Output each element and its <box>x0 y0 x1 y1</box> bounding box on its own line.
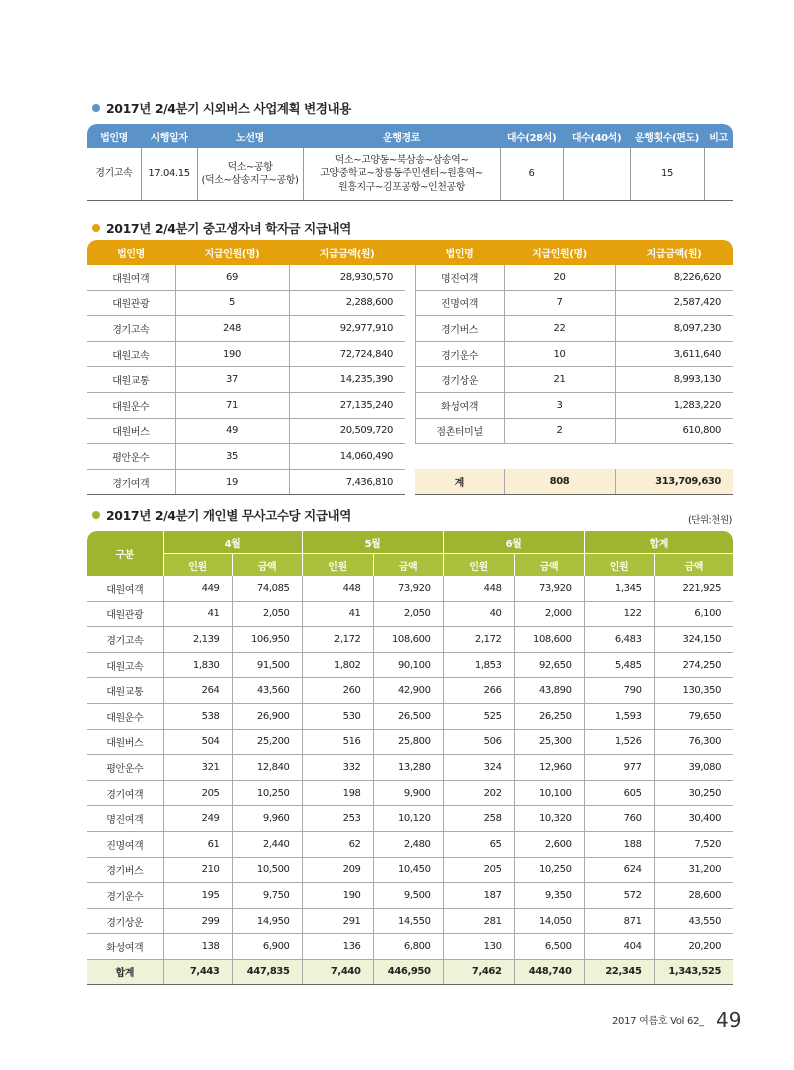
cell: 대원버스 <box>87 418 175 444</box>
sub-header: 인원 <box>163 554 232 577</box>
row-label: 경기버스 <box>87 857 163 883</box>
row-label: 경기상운 <box>87 908 163 934</box>
row-label: 경기여객 <box>87 780 163 806</box>
cell: 321 <box>163 755 232 781</box>
table-row <box>87 908 733 934</box>
cell: 대원여객 <box>87 265 175 290</box>
row-label: 경기운수 <box>87 883 163 909</box>
row-label: 평안운수 <box>87 755 163 781</box>
sub-header: 인원 <box>584 554 654 577</box>
cell: 6,500 <box>514 934 584 960</box>
header-row <box>87 554 733 577</box>
cell: 14,060,490 <box>289 444 405 470</box>
cell: 14,550 <box>373 908 443 934</box>
cell: 446,950 <box>373 959 443 984</box>
cell: 2,172 <box>302 627 373 653</box>
cell: 경기운수 <box>415 341 504 367</box>
gap-cell <box>405 469 415 495</box>
cell: 14,950 <box>232 908 302 934</box>
header-cell: 노선명 <box>197 124 303 148</box>
section3-title-text: 2017년 2/4분기 개인별 무사고수당 지급내역 <box>106 508 351 523</box>
cell: 26,500 <box>373 703 443 729</box>
cell: 274,250 <box>654 652 733 678</box>
row-label: 합계 <box>87 959 163 984</box>
cell: 19 <box>175 469 289 495</box>
cell: 190 <box>175 341 289 367</box>
sub-header: 금액 <box>654 554 733 577</box>
total-row <box>87 959 733 984</box>
cell: 62 <box>302 831 373 857</box>
cell: 43,560 <box>232 678 302 704</box>
cell: 2,172 <box>443 627 514 653</box>
cell: 2,587,420 <box>615 290 733 316</box>
bullet-icon <box>92 511 100 519</box>
cell: 504 <box>163 729 232 755</box>
cell: 화성여객 <box>415 392 504 418</box>
cell: 2,440 <box>232 831 302 857</box>
row-label: 경기고속 <box>87 627 163 653</box>
cell: 202 <box>443 780 514 806</box>
cell-note <box>704 148 733 201</box>
cell: 20,200 <box>654 934 733 960</box>
cell: 138 <box>163 934 232 960</box>
row-label: 화성여객 <box>87 934 163 960</box>
cell: 2,480 <box>373 831 443 857</box>
bullet-icon <box>92 104 100 112</box>
section1-title-text: 2017년 2/4분기 시외버스 사업계획 변경내용 <box>106 101 351 116</box>
cell: 30,250 <box>654 780 733 806</box>
table-row <box>87 678 733 704</box>
cell: 188 <box>584 831 654 857</box>
table-row <box>87 444 733 470</box>
cell: 108,600 <box>514 627 584 653</box>
cell: 37 <box>175 367 289 393</box>
header-cell: 법인명 <box>87 240 175 265</box>
safety-bonus-table <box>87 531 733 985</box>
cell: 27,135,240 <box>289 392 405 418</box>
cell: 1,283,220 <box>615 392 733 418</box>
cell: 10 <box>504 341 615 367</box>
cell: 6,800 <box>373 934 443 960</box>
cell: 대원고속 <box>87 341 175 367</box>
table-row <box>87 290 733 316</box>
total-cell: 계 <box>415 469 504 495</box>
cell: 경기상운 <box>415 367 504 393</box>
cell: 22 <box>504 316 615 342</box>
cell: 1,593 <box>584 703 654 729</box>
cell: 447,835 <box>232 959 302 984</box>
cell: 324 <box>443 755 514 781</box>
cell: 30,400 <box>654 806 733 832</box>
cell: 7,520 <box>654 831 733 857</box>
cell: 6,483 <box>584 627 654 653</box>
cell: 8,226,620 <box>615 265 733 290</box>
cell: 31,200 <box>654 857 733 883</box>
table-row <box>87 703 733 729</box>
cell: 12,840 <box>232 755 302 781</box>
month-header: 4월 <box>163 531 302 554</box>
cell: 610,800 <box>615 418 733 444</box>
row-label: 대원여객 <box>87 576 163 601</box>
month-header: 합계 <box>584 531 733 554</box>
cell: 26,250 <box>514 703 584 729</box>
cell: 40 <box>443 601 514 627</box>
cell: 10,320 <box>514 806 584 832</box>
cell: 221,925 <box>654 576 733 601</box>
cell: 61 <box>163 831 232 857</box>
cell: 경기여객 <box>87 469 175 495</box>
cell: 20 <box>504 265 615 290</box>
cell: 21 <box>504 367 615 393</box>
cell: 13,280 <box>373 755 443 781</box>
cell: 65 <box>443 831 514 857</box>
cell: 39,080 <box>654 755 733 781</box>
cell: 332 <box>302 755 373 781</box>
cell: 266 <box>443 678 514 704</box>
table-row <box>87 367 733 393</box>
table-row <box>87 934 733 960</box>
cell: 1,343,525 <box>654 959 733 984</box>
cell: 249 <box>163 806 232 832</box>
cell: 43,550 <box>654 908 733 934</box>
cell: 12,960 <box>514 755 584 781</box>
cell: 8,097,230 <box>615 316 733 342</box>
cell: 10,250 <box>514 857 584 883</box>
cell: 7,436,810 <box>289 469 405 495</box>
cell: 1,853 <box>443 652 514 678</box>
cell: 76,300 <box>654 729 733 755</box>
cell: 7,462 <box>443 959 514 984</box>
cell: 49 <box>175 418 289 444</box>
cell: 10,120 <box>373 806 443 832</box>
cell: 790 <box>584 678 654 704</box>
table-row <box>87 601 733 627</box>
tuition-table <box>87 240 733 495</box>
cell: 1,345 <box>584 576 654 601</box>
cell: 79,650 <box>654 703 733 729</box>
cell: 14,235,390 <box>289 367 405 393</box>
table-row <box>87 316 733 342</box>
table-row <box>87 469 733 495</box>
cell: 3,611,640 <box>615 341 733 367</box>
cell: 대원운수 <box>87 392 175 418</box>
cell: 260 <box>302 678 373 704</box>
table-row <box>87 576 733 601</box>
sub-header: 금액 <box>232 554 302 577</box>
gap-cell <box>405 290 415 316</box>
cell: 5,485 <box>584 652 654 678</box>
header-cell: 대수(40석) <box>563 124 630 148</box>
gap-cell <box>405 341 415 367</box>
table-row <box>87 806 733 832</box>
cell: 2,288,600 <box>289 290 405 316</box>
cell-date: 17.04.15 <box>141 148 197 201</box>
cell: 538 <box>163 703 232 729</box>
footer-issue: 2017 여름호 Vol 62_ <box>612 1016 704 1027</box>
row-label: 진명여객 <box>87 831 163 857</box>
cell: 506 <box>443 729 514 755</box>
table-row <box>87 883 733 909</box>
cell: 198 <box>302 780 373 806</box>
table-row <box>87 780 733 806</box>
table-row <box>87 627 733 653</box>
cell: 448 <box>443 576 514 601</box>
cell: 516 <box>302 729 373 755</box>
table-row <box>87 265 733 290</box>
cell: 624 <box>584 857 654 883</box>
cell: 264 <box>163 678 232 704</box>
cell: 108,600 <box>373 627 443 653</box>
cell: 10,250 <box>232 780 302 806</box>
sub-header: 인원 <box>302 554 373 577</box>
cell: 경기고속 <box>87 316 175 342</box>
unit-label: (단위:천원) <box>688 515 732 526</box>
cell: 106,950 <box>232 627 302 653</box>
table-row <box>87 729 733 755</box>
row-label: 대원교통 <box>87 678 163 704</box>
cell: 74,085 <box>232 576 302 601</box>
cell-route-name: 덕소~공항 (덕소~삼송지구~공항) <box>197 148 303 201</box>
cell: 10,500 <box>232 857 302 883</box>
blank-cell <box>415 444 733 470</box>
cell: 448,740 <box>514 959 584 984</box>
cell: 6,100 <box>654 601 733 627</box>
cell: 404 <box>584 934 654 960</box>
cell: 8,993,130 <box>615 367 733 393</box>
gap-cell <box>405 265 415 290</box>
cell: 9,350 <box>514 883 584 909</box>
cell: 92,977,910 <box>289 316 405 342</box>
header-gap <box>405 240 415 265</box>
cell: 25,800 <box>373 729 443 755</box>
cell: 525 <box>443 703 514 729</box>
cell: 73,920 <box>373 576 443 601</box>
cell: 2,050 <box>373 601 443 627</box>
cell: 43,890 <box>514 678 584 704</box>
cell: 2,050 <box>232 601 302 627</box>
cell: 경기버스 <box>415 316 504 342</box>
gap-cell <box>405 316 415 342</box>
header-cell: 지급인원(명) <box>175 240 289 265</box>
month-header: 5월 <box>302 531 443 554</box>
cell: 71 <box>175 392 289 418</box>
table-row <box>87 392 733 418</box>
cell: 1,830 <box>163 652 232 678</box>
row-label: 대원버스 <box>87 729 163 755</box>
cell: 1,526 <box>584 729 654 755</box>
cell: 점촌터미널 <box>415 418 504 444</box>
cell: 22,345 <box>584 959 654 984</box>
cell: 205 <box>443 857 514 883</box>
cell: 449 <box>163 576 232 601</box>
cell-trips: 15 <box>630 148 704 201</box>
cell: 210 <box>163 857 232 883</box>
header-cell: 법인명 <box>87 124 141 148</box>
cell: 7,443 <box>163 959 232 984</box>
cell: 9,900 <box>373 780 443 806</box>
sub-header: 금액 <box>373 554 443 577</box>
cell: 136 <box>302 934 373 960</box>
cell: 28,930,570 <box>289 265 405 290</box>
cell: 9,960 <box>232 806 302 832</box>
cell: 대원관광 <box>87 290 175 316</box>
cell: 10,450 <box>373 857 443 883</box>
cell: 42,900 <box>373 678 443 704</box>
cell: 20,509,720 <box>289 418 405 444</box>
table-row <box>87 831 733 857</box>
cell: 평안운수 <box>87 444 175 470</box>
cell: 130,350 <box>654 678 733 704</box>
cell: 760 <box>584 806 654 832</box>
cell: 9,750 <box>232 883 302 909</box>
cell: 2 <box>504 418 615 444</box>
row-label: 대원고속 <box>87 652 163 678</box>
cell: 248 <box>175 316 289 342</box>
cell-company: 경기고속 <box>87 148 141 201</box>
cell: 73,920 <box>514 576 584 601</box>
section2-title-text: 2017년 2/4분기 중고생자녀 학자금 지급내역 <box>106 221 351 236</box>
gap-cell <box>405 418 415 444</box>
table-row <box>87 755 733 781</box>
table-row <box>87 857 733 883</box>
sub-header: 인원 <box>443 554 514 577</box>
section2-title <box>92 219 351 237</box>
cell: 72,724,840 <box>289 341 405 367</box>
cell-path: 덕소~고양동~북삼송~삼송역~ 고양중학교~창릉동주민센터~원흥역~ 원흥지구~김포공항~인천공항 <box>303 148 500 201</box>
header-cell: 시행일자 <box>141 124 197 148</box>
cell: 41 <box>163 601 232 627</box>
page-number: 49 <box>716 1008 742 1032</box>
header-cell: 운행횟수(편도) <box>630 124 704 148</box>
cell: 605 <box>584 780 654 806</box>
row-label: 명진여객 <box>87 806 163 832</box>
total-cell: 808 <box>504 469 615 495</box>
table-row <box>87 652 733 678</box>
cell: 977 <box>584 755 654 781</box>
cell: 871 <box>584 908 654 934</box>
cell: 69 <box>175 265 289 290</box>
cell: 25,200 <box>232 729 302 755</box>
cell-seats40 <box>563 148 630 201</box>
cell: 90,100 <box>373 652 443 678</box>
cell: 41 <box>302 601 373 627</box>
row-label: 대원운수 <box>87 703 163 729</box>
cell: 190 <box>302 883 373 909</box>
gap-cell <box>405 392 415 418</box>
cell: 2,600 <box>514 831 584 857</box>
header-cell: 비고 <box>704 124 733 148</box>
header-row <box>87 531 733 554</box>
cell: 91,500 <box>232 652 302 678</box>
cell: 205 <box>163 780 232 806</box>
cell: 1,802 <box>302 652 373 678</box>
cell: 35 <box>175 444 289 470</box>
cell: 291 <box>302 908 373 934</box>
cell: 258 <box>443 806 514 832</box>
cell: 대원교통 <box>87 367 175 393</box>
cell: 92,650 <box>514 652 584 678</box>
cell: 324,150 <box>654 627 733 653</box>
header-cell: 지급금액(원) <box>615 240 733 265</box>
cell: 281 <box>443 908 514 934</box>
cell: 28,600 <box>654 883 733 909</box>
cell: 572 <box>584 883 654 909</box>
cell: 130 <box>443 934 514 960</box>
month-header: 6월 <box>443 531 584 554</box>
row-label: 대원관광 <box>87 601 163 627</box>
cell: 7,440 <box>302 959 373 984</box>
cell: 26,900 <box>232 703 302 729</box>
header-cell: 대수(28석) <box>500 124 563 148</box>
header-cell: 법인명 <box>415 240 504 265</box>
cell: 187 <box>443 883 514 909</box>
cell: 6,900 <box>232 934 302 960</box>
gap-cell <box>405 367 415 393</box>
cell: 448 <box>302 576 373 601</box>
cell: 9,500 <box>373 883 443 909</box>
cell: 10,100 <box>514 780 584 806</box>
cell: 명진여객 <box>415 265 504 290</box>
cell-seats28: 6 <box>500 148 563 201</box>
cell: 195 <box>163 883 232 909</box>
cell: 7 <box>504 290 615 316</box>
section3-title <box>92 506 351 524</box>
total-cell: 313,709,630 <box>615 469 733 495</box>
gap-cell <box>405 444 415 470</box>
cell: 14,050 <box>514 908 584 934</box>
cell: 5 <box>175 290 289 316</box>
bullet-icon <box>92 224 100 232</box>
sub-header: 금액 <box>514 554 584 577</box>
table-row <box>87 341 733 367</box>
cell: 253 <box>302 806 373 832</box>
cell: 3 <box>504 392 615 418</box>
cell: 2,139 <box>163 627 232 653</box>
header-cell: 지급인원(명) <box>504 240 615 265</box>
header-cell: 지급금액(원) <box>289 240 405 265</box>
cell: 25,300 <box>514 729 584 755</box>
cell: 209 <box>302 857 373 883</box>
section1-title <box>92 99 351 117</box>
cell: 진명여객 <box>415 290 504 316</box>
header-cell: 운행경로 <box>303 124 500 148</box>
cell: 2,000 <box>514 601 584 627</box>
route-change-table <box>87 124 733 201</box>
cell: 122 <box>584 601 654 627</box>
header-corner: 구분 <box>87 531 163 576</box>
cell: 530 <box>302 703 373 729</box>
table-row <box>87 418 733 444</box>
cell: 299 <box>163 908 232 934</box>
